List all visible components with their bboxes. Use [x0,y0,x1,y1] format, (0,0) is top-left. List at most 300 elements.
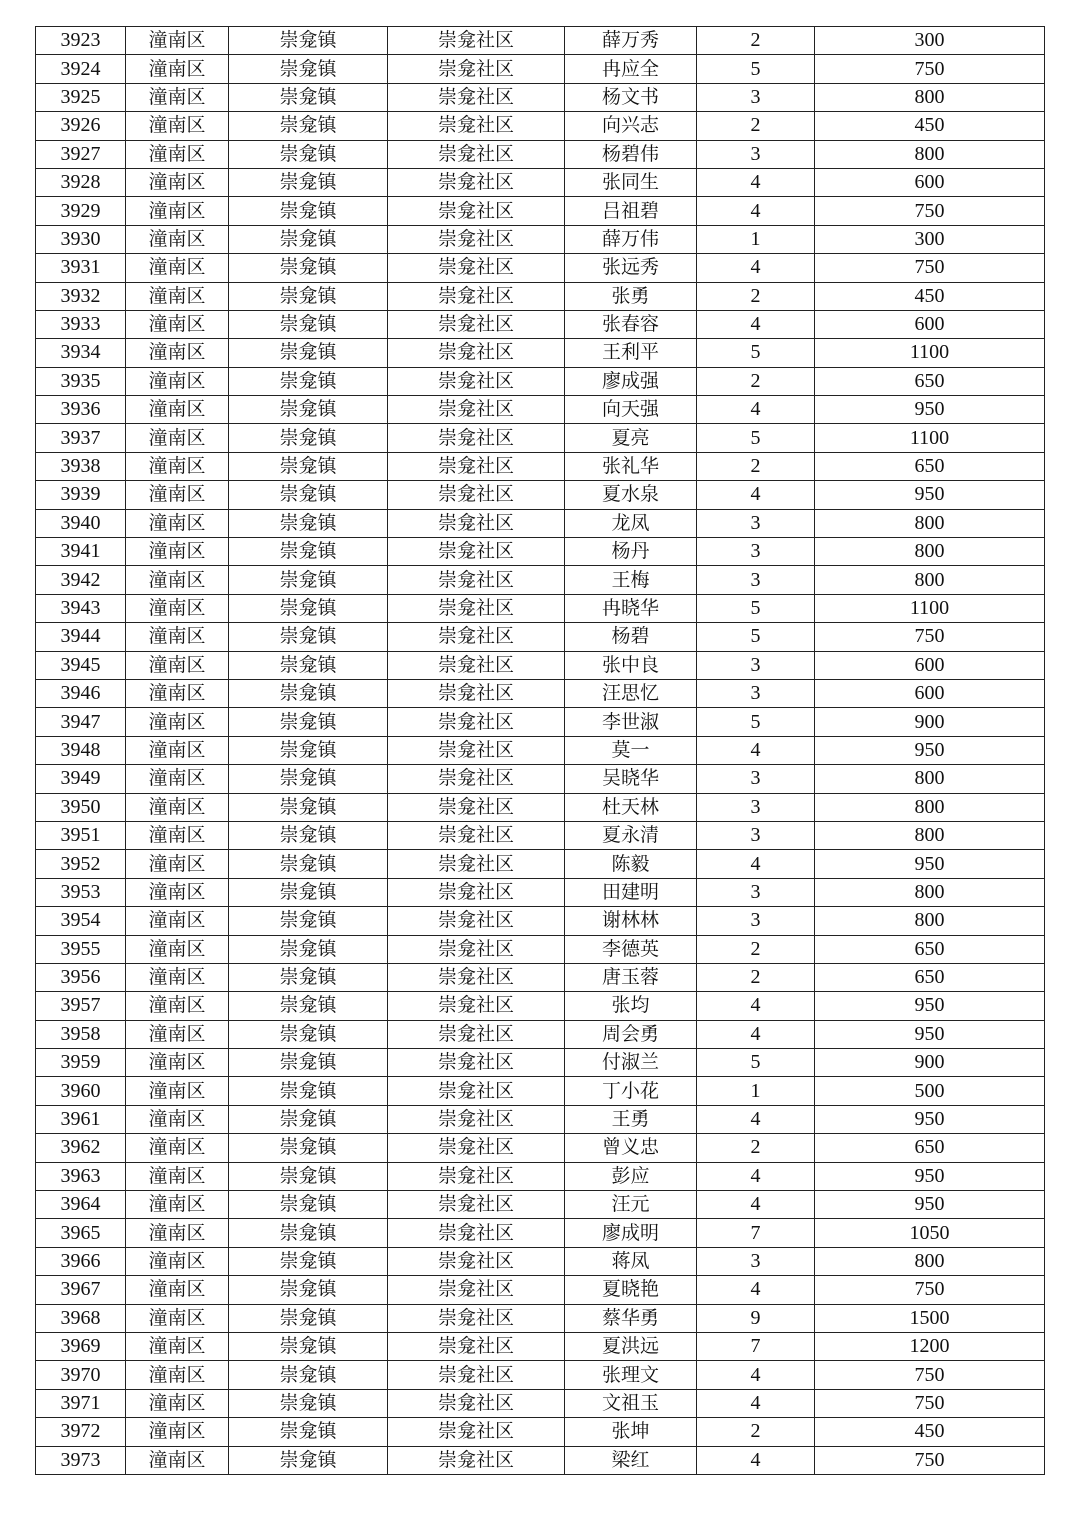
serial-number-cell: 3960 [36,1077,126,1105]
table-row [36,254,1045,282]
community-cell: 崇龛社区 [388,197,565,225]
town-cell: 崇龛镇 [229,1105,388,1133]
amount-cell: 600 [815,679,1045,707]
household-size-cell: 2 [697,27,815,55]
district-cell: 潼南区 [126,1389,229,1417]
household-size-cell: 1 [697,225,815,253]
household-size-cell: 3 [697,1247,815,1275]
table-row [36,566,1045,594]
town-cell: 崇龛镇 [229,1304,388,1332]
district-cell: 潼南区 [126,112,229,140]
district-cell: 潼南区 [126,1077,229,1105]
community-cell: 崇龛社区 [388,509,565,537]
table-row [36,1332,1045,1360]
serial-number-cell: 3972 [36,1418,126,1446]
amount-cell: 650 [815,1134,1045,1162]
town-cell: 崇龛镇 [229,27,388,55]
table-row [36,83,1045,111]
name-cell: 张勇 [565,282,697,310]
community-cell: 崇龛社区 [388,140,565,168]
district-cell: 潼南区 [126,1134,229,1162]
serial-number-cell: 3925 [36,83,126,111]
serial-number-cell: 3930 [36,225,126,253]
table-row [36,509,1045,537]
town-cell: 崇龛镇 [229,566,388,594]
town-cell: 崇龛镇 [229,538,388,566]
name-cell: 张中良 [565,651,697,679]
community-cell: 崇龛社区 [388,1276,565,1304]
district-cell: 潼南区 [126,1049,229,1077]
town-cell: 崇龛镇 [229,424,388,452]
name-cell: 付淑兰 [565,1049,697,1077]
community-cell: 崇龛社区 [388,1049,565,1077]
town-cell: 崇龛镇 [229,168,388,196]
name-cell: 夏亮 [565,424,697,452]
district-cell: 潼南区 [126,282,229,310]
community-cell: 崇龛社区 [388,112,565,140]
household-size-cell: 7 [697,1332,815,1360]
community-cell: 崇龛社区 [388,1446,565,1474]
district-cell: 潼南区 [126,27,229,55]
table-row [36,481,1045,509]
table-row [36,1191,1045,1219]
amount-cell: 800 [815,83,1045,111]
name-cell: 莫一 [565,736,697,764]
district-cell: 潼南区 [126,1446,229,1474]
household-size-cell: 2 [697,1418,815,1446]
town-cell: 崇龛镇 [229,282,388,310]
name-cell: 汪思忆 [565,679,697,707]
amount-cell: 800 [815,907,1045,935]
serial-number-cell: 3940 [36,509,126,537]
household-size-cell: 4 [697,197,815,225]
name-cell: 夏水泉 [565,481,697,509]
amount-cell: 800 [815,566,1045,594]
community-cell: 崇龛社区 [388,538,565,566]
serial-number-cell: 3964 [36,1191,126,1219]
name-cell: 薛万秀 [565,27,697,55]
table-row [36,1247,1045,1275]
town-cell: 崇龛镇 [229,396,388,424]
district-cell: 潼南区 [126,1247,229,1275]
serial-number-cell: 3924 [36,55,126,83]
name-cell: 彭应 [565,1162,697,1190]
table-row [36,112,1045,140]
town-cell: 崇龛镇 [229,992,388,1020]
table-row [36,992,1045,1020]
town-cell: 崇龛镇 [229,1162,388,1190]
district-cell: 潼南区 [126,1276,229,1304]
household-size-cell: 3 [697,793,815,821]
serial-number-cell: 3945 [36,651,126,679]
household-size-cell: 2 [697,963,815,991]
serial-number-cell: 3923 [36,27,126,55]
town-cell: 崇龛镇 [229,765,388,793]
name-cell: 张春容 [565,310,697,338]
serial-number-cell: 3948 [36,736,126,764]
district-cell: 潼南区 [126,254,229,282]
community-cell: 崇龛社区 [388,367,565,395]
table-row [36,594,1045,622]
district-cell: 潼南区 [126,339,229,367]
town-cell: 崇龛镇 [229,793,388,821]
amount-cell: 900 [815,708,1045,736]
household-size-cell: 4 [697,1276,815,1304]
town-cell: 崇龛镇 [229,367,388,395]
district-cell: 潼南区 [126,765,229,793]
household-size-cell: 4 [697,1446,815,1474]
household-size-cell: 4 [697,1105,815,1133]
district-cell: 潼南区 [126,850,229,878]
household-size-cell: 4 [697,1162,815,1190]
name-cell: 蔡华勇 [565,1304,697,1332]
town-cell: 崇龛镇 [229,1446,388,1474]
table-row [36,396,1045,424]
town-cell: 崇龛镇 [229,509,388,537]
table-row [36,1049,1045,1077]
name-cell: 张同生 [565,168,697,196]
serial-number-cell: 3937 [36,424,126,452]
community-cell: 崇龛社区 [388,1134,565,1162]
household-size-cell: 2 [697,282,815,310]
district-cell: 潼南区 [126,651,229,679]
serial-number-cell: 3952 [36,850,126,878]
district-cell: 潼南区 [126,1191,229,1219]
community-cell: 崇龛社区 [388,1105,565,1133]
serial-number-cell: 3953 [36,878,126,906]
amount-cell: 1100 [815,424,1045,452]
household-size-cell: 4 [697,736,815,764]
town-cell: 崇龛镇 [229,708,388,736]
household-size-cell: 3 [697,566,815,594]
name-cell: 吕祖碧 [565,197,697,225]
table-row [36,793,1045,821]
household-size-cell: 2 [697,112,815,140]
serial-number-cell: 3938 [36,452,126,480]
amount-cell: 950 [815,1105,1045,1133]
district-cell: 潼南区 [126,679,229,707]
serial-number-cell: 3931 [36,254,126,282]
community-cell: 崇龛社区 [388,1219,565,1247]
amount-cell: 750 [815,1389,1045,1417]
table-row [36,708,1045,736]
serial-number-cell: 3936 [36,396,126,424]
amount-cell: 650 [815,935,1045,963]
serial-number-cell: 3928 [36,168,126,196]
table-row [36,935,1045,963]
amount-cell: 300 [815,225,1045,253]
district-cell: 潼南区 [126,623,229,651]
household-size-cell: 5 [697,339,815,367]
table-row [36,538,1045,566]
serial-number-cell: 3965 [36,1219,126,1247]
district-cell: 潼南区 [126,1105,229,1133]
district-cell: 潼南区 [126,197,229,225]
town-cell: 崇龛镇 [229,1276,388,1304]
town-cell: 崇龛镇 [229,1077,388,1105]
community-cell: 崇龛社区 [388,736,565,764]
town-cell: 崇龛镇 [229,1332,388,1360]
table-row [36,1276,1045,1304]
household-size-cell: 3 [697,679,815,707]
amount-cell: 950 [815,481,1045,509]
town-cell: 崇龛镇 [229,310,388,338]
table-row [36,1077,1045,1105]
household-size-cell: 4 [697,1191,815,1219]
name-cell: 张均 [565,992,697,1020]
serial-number-cell: 3951 [36,821,126,849]
table-row [36,197,1045,225]
table-row [36,1304,1045,1332]
community-cell: 崇龛社区 [388,83,565,111]
serial-number-cell: 3926 [36,112,126,140]
name-cell: 蒋凤 [565,1247,697,1275]
household-size-cell: 3 [697,509,815,537]
amount-cell: 750 [815,1446,1045,1474]
community-cell: 崇龛社区 [388,452,565,480]
household-size-cell: 3 [697,878,815,906]
amount-cell: 950 [815,992,1045,1020]
community-cell: 崇龛社区 [388,1191,565,1219]
table-row [36,878,1045,906]
town-cell: 崇龛镇 [229,679,388,707]
data-table [35,26,1045,1475]
name-cell: 吴晓华 [565,765,697,793]
district-cell: 潼南区 [126,594,229,622]
household-size-cell: 1 [697,1077,815,1105]
serial-number-cell: 3963 [36,1162,126,1190]
district-cell: 潼南区 [126,736,229,764]
town-cell: 崇龛镇 [229,1134,388,1162]
district-cell: 潼南区 [126,1361,229,1389]
amount-cell: 750 [815,1361,1045,1389]
district-cell: 潼南区 [126,821,229,849]
name-cell: 汪元 [565,1191,697,1219]
amount-cell: 950 [815,396,1045,424]
district-cell: 潼南区 [126,907,229,935]
community-cell: 崇龛社区 [388,27,565,55]
community-cell: 崇龛社区 [388,793,565,821]
table-row [36,651,1045,679]
name-cell: 冉晓华 [565,594,697,622]
household-size-cell: 5 [697,594,815,622]
amount-cell: 300 [815,27,1045,55]
town-cell: 崇龛镇 [229,254,388,282]
amount-cell: 650 [815,963,1045,991]
serial-number-cell: 3934 [36,339,126,367]
serial-number-cell: 3935 [36,367,126,395]
community-cell: 崇龛社区 [388,1020,565,1048]
serial-number-cell: 3968 [36,1304,126,1332]
town-cell: 崇龛镇 [229,481,388,509]
community-cell: 崇龛社区 [388,566,565,594]
amount-cell: 800 [815,140,1045,168]
serial-number-cell: 3959 [36,1049,126,1077]
district-cell: 潼南区 [126,367,229,395]
community-cell: 崇龛社区 [388,424,565,452]
household-size-cell: 3 [697,140,815,168]
community-cell: 崇龛社区 [388,396,565,424]
household-size-cell: 2 [697,452,815,480]
household-size-cell: 3 [697,538,815,566]
town-cell: 崇龛镇 [229,225,388,253]
amount-cell: 800 [815,793,1045,821]
town-cell: 崇龛镇 [229,339,388,367]
serial-number-cell: 3970 [36,1361,126,1389]
serial-number-cell: 3933 [36,310,126,338]
community-cell: 崇龛社区 [388,708,565,736]
community-cell: 崇龛社区 [388,1389,565,1417]
amount-cell: 900 [815,1049,1045,1077]
town-cell: 崇龛镇 [229,55,388,83]
serial-number-cell: 3969 [36,1332,126,1360]
community-cell: 崇龛社区 [388,1247,565,1275]
table-row [36,27,1045,55]
town-cell: 崇龛镇 [229,878,388,906]
household-size-cell: 4 [697,992,815,1020]
district-cell: 潼南区 [126,1418,229,1446]
table-row [36,168,1045,196]
table-row [36,1446,1045,1474]
household-size-cell: 5 [697,55,815,83]
household-size-cell: 2 [697,1134,815,1162]
amount-cell: 450 [815,282,1045,310]
name-cell: 张坤 [565,1418,697,1446]
household-size-cell: 4 [697,1020,815,1048]
town-cell: 崇龛镇 [229,850,388,878]
district-cell: 潼南区 [126,878,229,906]
district-cell: 潼南区 [126,509,229,537]
name-cell: 夏永清 [565,821,697,849]
serial-number-cell: 3946 [36,679,126,707]
amount-cell: 800 [815,878,1045,906]
town-cell: 崇龛镇 [229,83,388,111]
table-row [36,1105,1045,1133]
district-cell: 潼南区 [126,168,229,196]
household-size-cell: 4 [697,481,815,509]
community-cell: 崇龛社区 [388,225,565,253]
town-cell: 崇龛镇 [229,935,388,963]
community-cell: 崇龛社区 [388,878,565,906]
amount-cell: 750 [815,197,1045,225]
town-cell: 崇龛镇 [229,1049,388,1077]
district-cell: 潼南区 [126,55,229,83]
amount-cell: 1100 [815,339,1045,367]
district-cell: 潼南区 [126,1219,229,1247]
amount-cell: 600 [815,168,1045,196]
community-cell: 崇龛社区 [388,765,565,793]
district-cell: 潼南区 [126,481,229,509]
name-cell: 王梅 [565,566,697,594]
household-size-cell: 4 [697,254,815,282]
serial-number-cell: 3943 [36,594,126,622]
name-cell: 杜天林 [565,793,697,821]
name-cell: 丁小花 [565,1077,697,1105]
community-cell: 崇龛社区 [388,594,565,622]
amount-cell: 600 [815,310,1045,338]
amount-cell: 950 [815,1020,1045,1048]
table-row [36,1162,1045,1190]
town-cell: 崇龛镇 [229,1020,388,1048]
town-cell: 崇龛镇 [229,140,388,168]
amount-cell: 750 [815,623,1045,651]
district-cell: 潼南区 [126,396,229,424]
community-cell: 崇龛社区 [388,1418,565,1446]
table-row [36,1020,1045,1048]
community-cell: 崇龛社区 [388,1304,565,1332]
town-cell: 崇龛镇 [229,112,388,140]
serial-number-cell: 3954 [36,907,126,935]
amount-cell: 950 [815,736,1045,764]
amount-cell: 800 [815,509,1045,537]
district-cell: 潼南区 [126,310,229,338]
community-cell: 崇龛社区 [388,1361,565,1389]
name-cell: 杨碧伟 [565,140,697,168]
table-row [36,1389,1045,1417]
town-cell: 崇龛镇 [229,197,388,225]
household-size-cell: 7 [697,1219,815,1247]
serial-number-cell: 3941 [36,538,126,566]
table-row [36,821,1045,849]
name-cell: 李世淑 [565,708,697,736]
district-cell: 潼南区 [126,1162,229,1190]
community-cell: 崇龛社区 [388,282,565,310]
name-cell: 文祖玉 [565,1389,697,1417]
amount-cell: 1500 [815,1304,1045,1332]
household-size-cell: 4 [697,850,815,878]
district-cell: 潼南区 [126,992,229,1020]
district-cell: 潼南区 [126,1020,229,1048]
household-size-cell: 3 [697,907,815,935]
district-cell: 潼南区 [126,140,229,168]
serial-number-cell: 3955 [36,935,126,963]
community-cell: 崇龛社区 [388,651,565,679]
name-cell: 田建明 [565,878,697,906]
town-cell: 崇龛镇 [229,452,388,480]
amount-cell: 500 [815,1077,1045,1105]
community-cell: 崇龛社区 [388,850,565,878]
serial-number-cell: 3950 [36,793,126,821]
name-cell: 廖成明 [565,1219,697,1247]
serial-number-cell: 3942 [36,566,126,594]
town-cell: 崇龛镇 [229,1389,388,1417]
amount-cell: 450 [815,1418,1045,1446]
table-row [36,1361,1045,1389]
serial-number-cell: 3929 [36,197,126,225]
household-size-cell: 4 [697,1389,815,1417]
community-cell: 崇龛社区 [388,310,565,338]
household-size-cell: 4 [697,1361,815,1389]
household-size-cell: 4 [697,168,815,196]
town-cell: 崇龛镇 [229,821,388,849]
name-cell: 李德英 [565,935,697,963]
amount-cell: 650 [815,367,1045,395]
serial-number-cell: 3956 [36,963,126,991]
name-cell: 张理文 [565,1361,697,1389]
household-size-cell: 3 [697,651,815,679]
table-row [36,736,1045,764]
table-row [36,1418,1045,1446]
table-row [36,907,1045,935]
table-row [36,963,1045,991]
amount-cell: 600 [815,651,1045,679]
table-row [36,765,1045,793]
household-size-cell: 2 [697,367,815,395]
table-row [36,140,1045,168]
district-cell: 潼南区 [126,566,229,594]
serial-number-cell: 3957 [36,992,126,1020]
amount-cell: 750 [815,254,1045,282]
